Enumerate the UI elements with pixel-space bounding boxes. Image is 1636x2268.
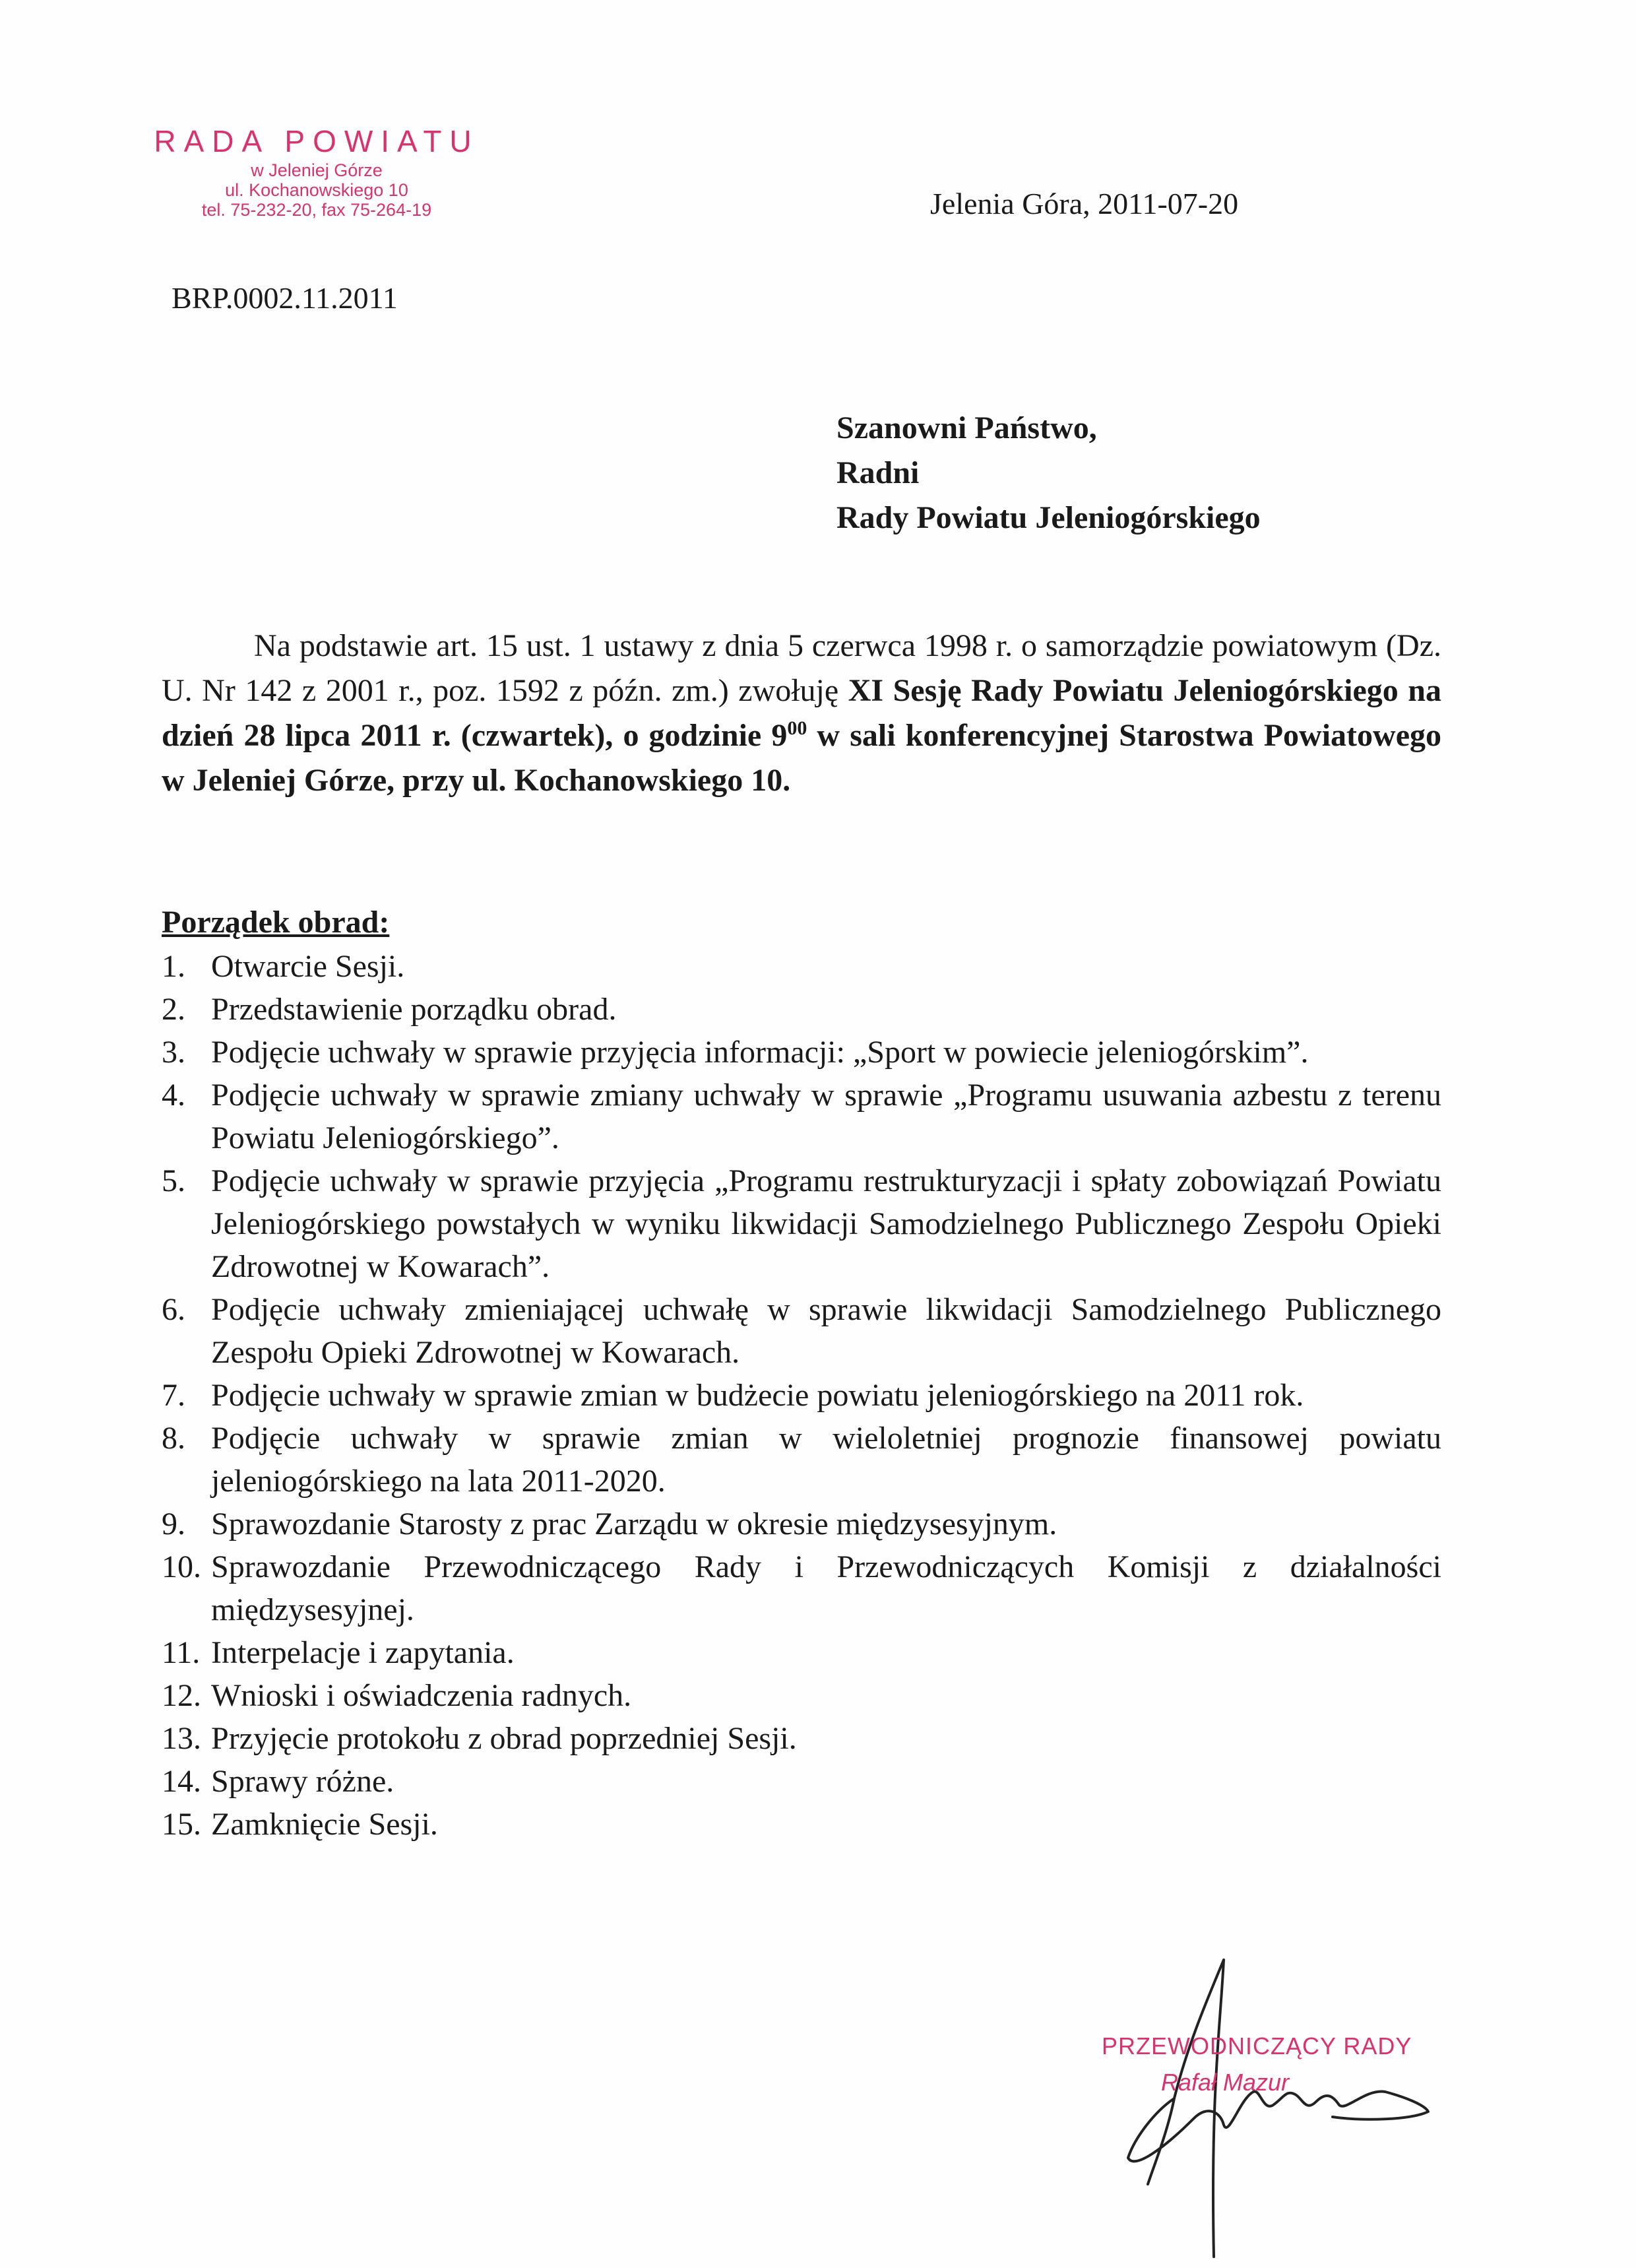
agenda-item-number: 14. [162, 1764, 201, 1799]
agenda-list [162, 945, 1441, 1846]
addressee-block [836, 406, 1261, 540]
reference-number: BRP.0002.11.2011 [172, 281, 398, 315]
agenda-item [162, 1545, 1441, 1631]
agenda-item-text: Przyjęcie protokołu z obrad poprzedniej Sesji. [211, 1721, 797, 1756]
session-location: w sali konferencyjnej Starostwa Powiatowego w Jeleniej Górze, przy ul. Kochanowskiego 10. [162, 718, 1441, 798]
agenda-item-number: 15. [162, 1807, 201, 1842]
agenda-item [162, 1031, 1441, 1074]
agenda-item-text: Wnioski i oświadczenia radnych. [211, 1678, 632, 1713]
handwritten-signature [1055, 1947, 1451, 2263]
letter-date: Jelenia Góra, 2011-07-20 [930, 187, 1239, 220]
agenda-item-number: 1. [162, 949, 185, 984]
agenda-item [162, 1803, 1441, 1846]
stamp-street: ul. Kochanowskiego 10 [225, 180, 408, 200]
agenda-item-text: Otwarcie Sesji. [211, 949, 405, 984]
addressee-role: Radni [836, 455, 920, 490]
agenda-item-text: Przedstawienie porządku obrad. [211, 992, 617, 1027]
stamp-title: RADA POWIATU [154, 124, 480, 158]
agenda-item-number: 3. [162, 1035, 185, 1070]
agenda-item-text: Interpelacje i zapytania. [211, 1635, 515, 1670]
letter-body [162, 624, 1441, 803]
session-details: XI Sesję Rady Powiatu Jeleniogórskiego na dzień 28 lipca 2011 r. (czwartek), o godzinie 9 [162, 673, 1441, 753]
agenda-item [162, 988, 1441, 1031]
agenda-item-text: Podjęcie uchwały w sprawie przyjęcia „Programu restrukturyzacji i spłaty zobowiązań Powiatu Jeleniogórskiego powstałych w wyniku likwidacji Samodzielnego Publicznego Zespołu Opieki Zdrowotnej w Kowarach”. [211, 1163, 1441, 1284]
signature-title-stamp: PRZEWODNICZĄCY RADY [1102, 2032, 1412, 2059]
agenda-item-number: 11. [162, 1635, 201, 1670]
agenda-item-number: 5. [162, 1163, 185, 1198]
agenda-item-number: 4. [162, 1078, 185, 1113]
stamp-phone: tel. 75-232-20, fax 75-264-19 [201, 200, 432, 220]
agenda-item [162, 1417, 1441, 1503]
stamp-city: w Jeleniej Górze [251, 160, 383, 180]
agenda-item [162, 1374, 1441, 1417]
agenda-item-text: Podjęcie uchwały zmieniającej uchwałę w sprawie likwidacji Samodzielnego Publicznego Zespołu Opieki Zdrowotnej w Kowarach. [211, 1292, 1441, 1370]
agenda-item-number: 2. [162, 992, 185, 1027]
convocation-paragraph [162, 624, 1441, 803]
agenda-item [162, 1631, 1441, 1674]
agenda-item-number: 7. [162, 1378, 185, 1413]
agenda-item [162, 1159, 1441, 1288]
agenda-heading: Porządek obrad: [162, 905, 390, 940]
agenda-item-number: 6. [162, 1292, 185, 1327]
signature-block [1055, 1947, 1451, 2263]
agenda-item-text: Podjęcie uchwały w sprawie przyjęcia informacji: „Sport w powiecie jeleniogórskim”. [211, 1035, 1309, 1070]
agenda-item-number: 9. [162, 1507, 185, 1541]
addressee-council: Rady Powiatu Jeleniogórskiego [836, 500, 1261, 535]
agenda-item-text: Zamknięcie Sesji. [211, 1807, 438, 1842]
agenda-item-text: Sprawozdanie Przewodniczącego Rady i Przewodniczących Komisji z działalności międzysesyjnej. [211, 1549, 1441, 1627]
agenda-item-number: 8. [162, 1421, 185, 1456]
agenda-item-text: Podjęcie uchwały w sprawie zmiany uchwały w sprawie „Programu usuwania azbestu z terenu Powiatu Jeleniogórskiego”. [211, 1078, 1441, 1155]
agenda-item [162, 945, 1441, 988]
council-stamp [132, 122, 501, 220]
agenda-item [162, 1717, 1441, 1760]
agenda-item-text: Podjęcie uchwały w sprawie zmian w budżecie powiatu jeleniogórskiego na 2011 rok. [211, 1378, 1304, 1413]
body-text-intro: Na podstawie art. 15 ust. 1 ustawy z dnia 5 czerwca 1998 r. o samorządzie powiatowym (Dz. U. Nr 142 z 2001 r., poz. 1592 z późn. zm.) zwołuję [162, 628, 1441, 708]
time-superscript: 00 [787, 717, 807, 739]
agenda-item-text: Sprawy różne. [211, 1764, 394, 1799]
agenda-item-number: 12. [162, 1678, 201, 1713]
agenda-item-number: 13. [162, 1721, 201, 1756]
signature-name-stamp: Rafał Mazur [1161, 2069, 1290, 2096]
agenda-item-number: 10. [162, 1549, 201, 1584]
agenda-item [162, 1288, 1441, 1374]
agenda-item-text: Podjęcie uchwały w sprawie zmian w wieloletniej prognozie finansowej powiatu jeleniogórskiego na lata 2011-2020. [211, 1421, 1441, 1499]
agenda-item [162, 1674, 1441, 1717]
addressee-greeting: Szanowni Państwo, [836, 410, 1097, 445]
agenda-item [162, 1503, 1441, 1545]
agenda-item [162, 1074, 1441, 1159]
agenda-item [162, 1760, 1441, 1803]
agenda-item-text: Sprawozdanie Starosty z prac Zarządu w okresie międzysesyjnym. [211, 1507, 1057, 1541]
